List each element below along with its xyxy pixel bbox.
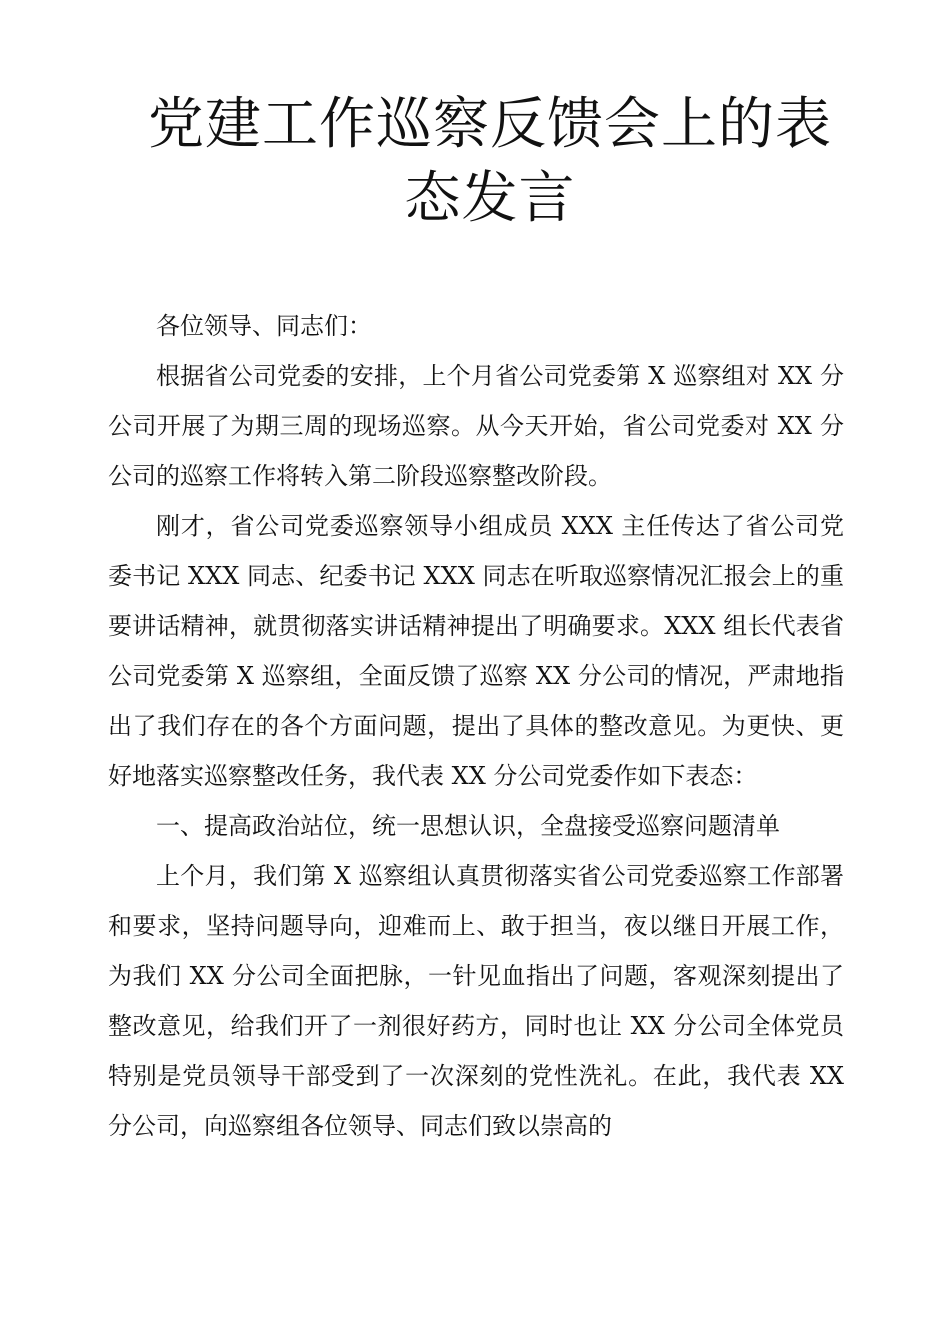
section-heading-1: 一、提高政治站位，统一思想认识，全盘接受巡察问题清单 <box>156 812 780 840</box>
document-title: 党建工作巡察反馈会上的表态发言 <box>148 92 832 231</box>
document-body <box>108 301 844 1151</box>
greeting-paragraph: 各位领导、同志们： <box>156 312 372 340</box>
body-paragraph-2: 刚才，省公司党委巡察领导小组成员 XXX 主任传达了省公司党委书记 XXX 同志、纪委书记 XXX 同志在听取巡察情况汇报会上的重要讲话精神，就贯彻落实讲话精神提出了明确要求。XXX 组长代表省公司党委第 X 巡察组，全面反馈了巡察 XX 分公司的情况，严肃地指出了我们存在的各个方面问题，提出了具体的整改意见。为更快、更好地落实巡察整改任务，我代表 XX 分公司党委作如下表态： <box>108 512 844 790</box>
body-paragraph-1: 根据省公司党委的安排，上个月省公司党委第 X 巡察组对 XX 分公司开展了为期三周的现场巡察。从今天开始，省公司党委对 XX 分公司的巡察工作将转入第二阶段巡察整改阶段。 <box>108 362 844 490</box>
body-paragraph-3: 上个月，我们第 X 巡察组认真贯彻落实省公司党委巡察工作部署和要求，坚持问题导向，迎难而上、敢于担当，夜以继日开展工作，为我们 XX 分公司全面把脉，一针见血指出了问题，客观深刻提出了整改意见，给我们开了一剂很好药方，同时也让 XX 分公司全体党员特别是党员领导干部受到了一次深刻的党性洗礼。在此，我代表 XX 分公司，向巡察组各位领导、同志们致以崇高的 <box>108 862 844 1140</box>
